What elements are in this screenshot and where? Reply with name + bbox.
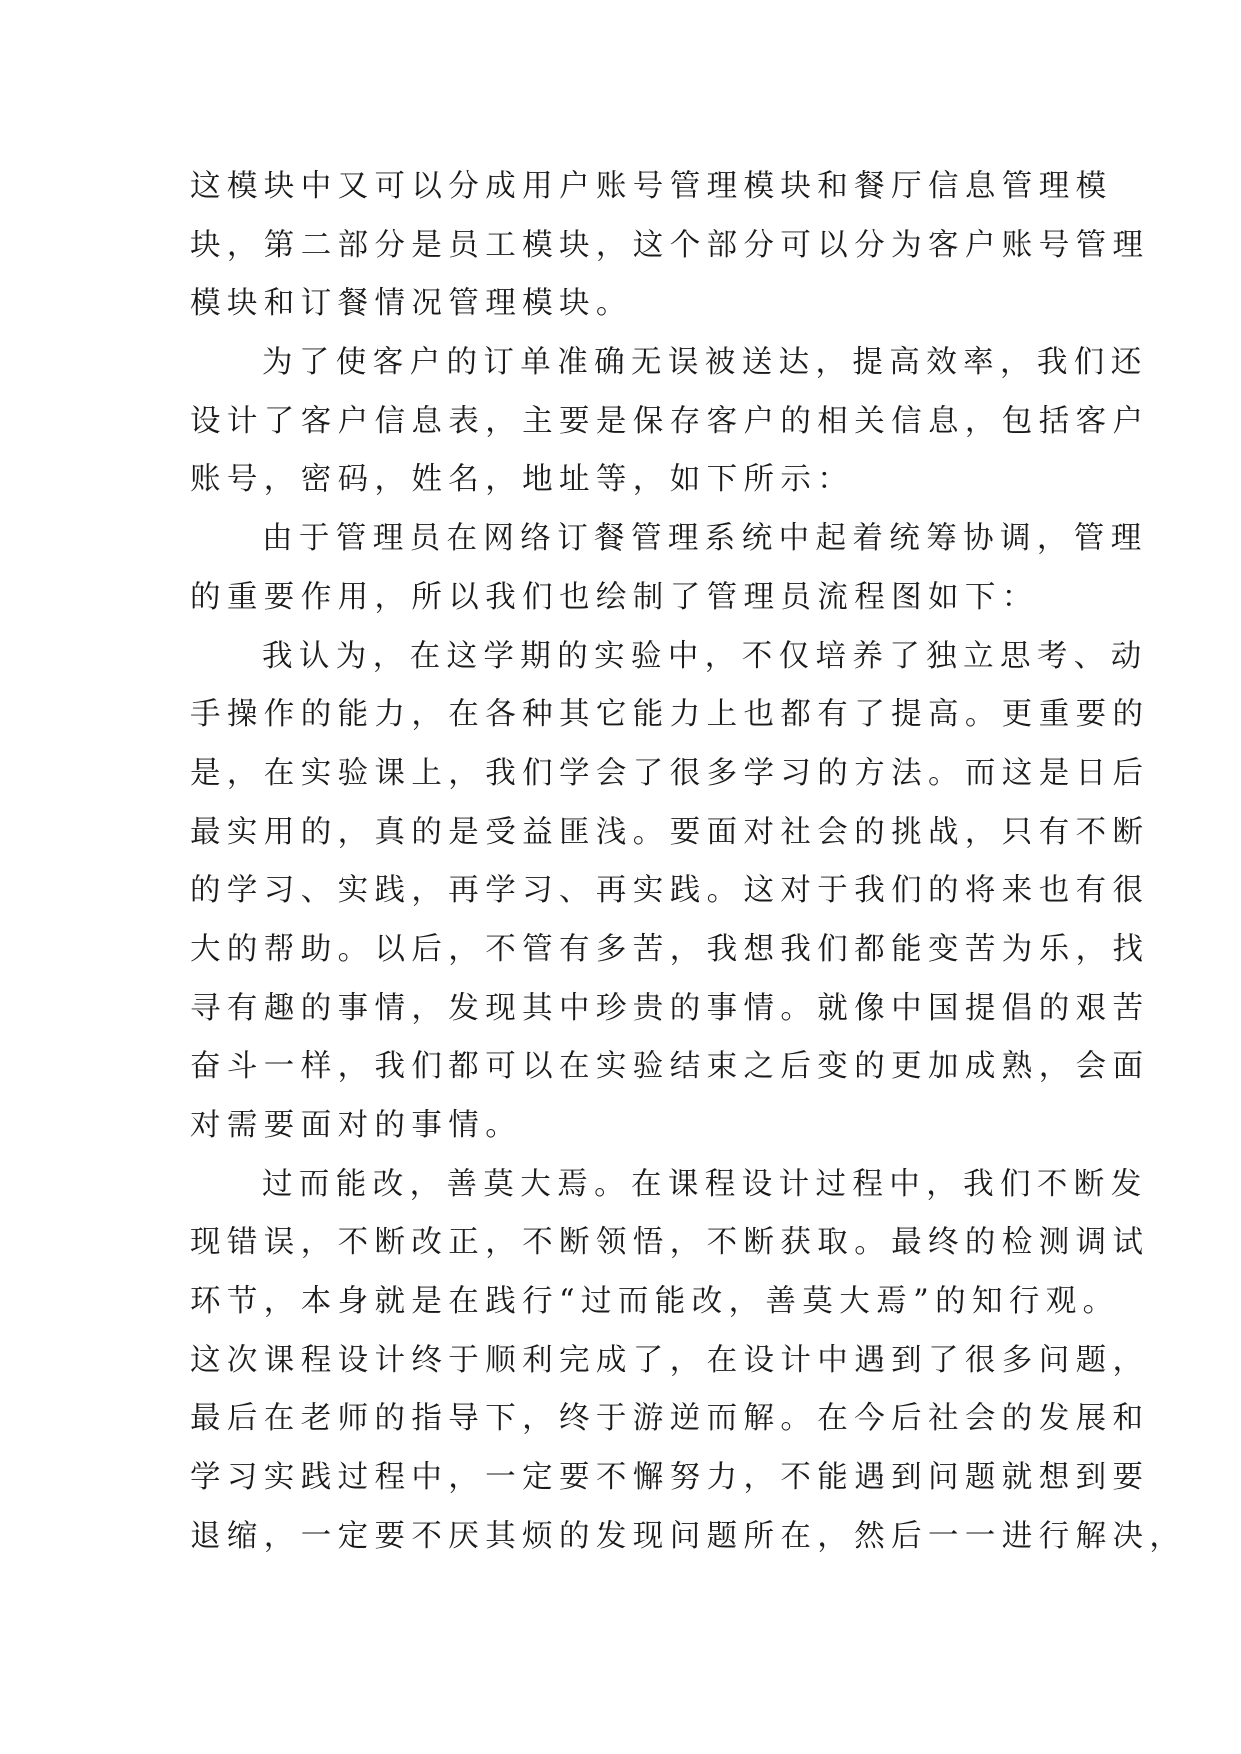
- text-line: 手操作的能力，在各种其它能力上也都有了提高。更重要的: [190, 697, 1150, 733]
- text-line: 这次课程设计终于顺利完成了，在设计中遇到了很多问题，: [190, 1342, 1150, 1378]
- paragraph-admin-flow: [190, 510, 1148, 627]
- text-line: 的重要作用，所以我们也绘制了管理员流程图如下：: [190, 579, 1039, 615]
- text-line: 对需要面对的事情。: [190, 1108, 523, 1143]
- text-line: 学习实践过程中，一定要不懈努力，不能遇到问题就想到要: [190, 1460, 1150, 1496]
- text-line: 大的帮助。以后，不管有多苦，我想我们都能变苦为乐，找: [190, 931, 1150, 967]
- text-line: 最实用的，真的是受益匪浅。要面对社会的挑战，只有不断: [190, 814, 1150, 850]
- text-line: 模块和订餐情况管理模块。: [190, 286, 633, 322]
- text-line: 设计了客户信息表，主要是保存客户的相关信息，包括客户: [190, 403, 1150, 439]
- text-line: 寻有趣的事情，发现其中珍贵的事情。就像中国提倡的艰苦: [190, 990, 1150, 1026]
- text-line: 的学习、实践，再学习、再实践。这对于我们的将来也有很: [190, 873, 1150, 909]
- text-line: 现错误，不断改正，不断领悟，不断获取。最终的检测调试: [190, 1225, 1150, 1261]
- text-line: 这模块中又可以分成用户账号管理模块和餐厅信息管理模: [190, 169, 1113, 204]
- text-line: 块，第二部分是员工模块，这个部分可以分为客户账号管理: [190, 227, 1150, 263]
- paragraph-modules: [190, 158, 1150, 334]
- paragraph-reflection: [190, 628, 1150, 1156]
- text-line: 我认为，在这学期的实验中，不仅培养了独立思考、动: [262, 638, 1148, 674]
- text-line: 是，在实验课上，我们学会了很多学习的方法。而这是日后: [190, 755, 1150, 791]
- text-line: 退缩，一定要不厌其烦的发现问题所在，然后一一进行解决，: [190, 1518, 1187, 1554]
- text-line: 由于管理员在网络订餐管理系统中起着统筹协调，管理: [262, 521, 1148, 557]
- text-line: 过而能改，善莫大焉。在课程设计过程中，我们不断发: [262, 1166, 1148, 1202]
- body-text: [190, 158, 1187, 1567]
- text-line: 环节，本身就是在践行“过而能改，善莫大焉”的知行观。: [190, 1284, 1120, 1320]
- text-line: 账号，密码，姓名，地址等，如下所示：: [190, 462, 855, 498]
- text-line: 最后在老师的指导下，终于游逆而解。在今后社会的发展和: [190, 1401, 1150, 1437]
- paragraph-conclusion: [190, 1156, 1187, 1567]
- text-line: 奋斗一样，我们都可以在实验结束之后变的更加成熟，会面: [190, 1049, 1150, 1085]
- text-line: 为了使客户的订单准确无误被送达，提高效率，我们还: [262, 345, 1148, 381]
- paragraph-customer-table: [190, 334, 1150, 510]
